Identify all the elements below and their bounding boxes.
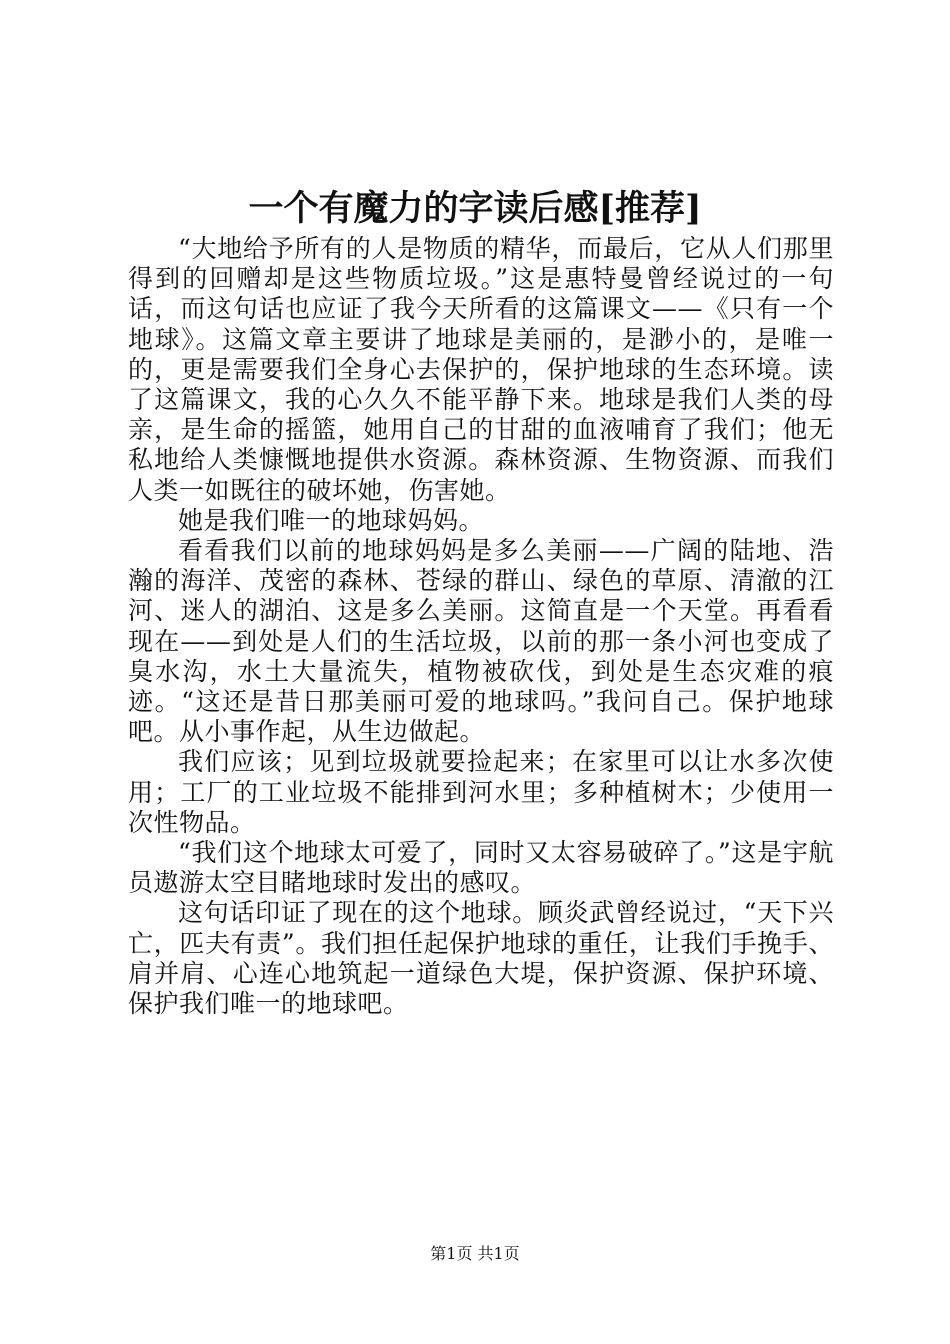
paragraph-1: “大地给予所有的人是物质的精华，而最后，它从人们那里得到的回赠却是这些物质垃圾。”这是惠特曼曾经说过的一句话，而这句话也应证了我今天所看的这篇课文——《只有一个地球》。这篇文章主要讲了地球是美丽的，是渺小的，是唯一的，更是需要我们全身心去保护的，保护地球的生态环境。读了这篇课文，我的心久久不能平静下来。地球是我们人类的母亲，是生命的摇篮，她用自己的甘甜的血液哺育了我们；他无私地给人类慷慨地提供水资源。森林资源、生物资源、而我们人类一如既往的破坏她，伤害她。 — [128, 234, 834, 505]
document-title: 一个有魔力的字读后感[推荐] — [248, 188, 702, 229]
paragraph-5: “我们这个地球太可爱了，同时又太容易破碎了。”这是宇航员遨游太空目睹地球时发出的感叹。 — [128, 838, 834, 898]
paragraph-4: 我们应该；见到垃圾就要捡起来；在家里可以让水多次使用；工厂的工业垃圾不能排到河水里；多种植树木；少使用一次性物品。 — [128, 747, 834, 837]
paragraph-6: 这句话印证了现在的这个地球。顾炎武曾经说过，“天下兴亡，匹夫有责”。我们担任起保护地球的重任，让我们手挽手、肩并肩、心连心地筑起一道绿色大堤，保护资源、保护环境、保护我们唯一的地球吧。 — [128, 898, 834, 1019]
paragraph-2: 她是我们唯一的地球妈妈。 — [178, 505, 485, 535]
document-body — [128, 234, 834, 1019]
page-footer: 第1页 共1页 — [430, 1244, 520, 1263]
paragraph-3: 看看我们以前的地球妈妈是多么美丽——广阔的陆地、浩瀚的海洋、茂密的森林、苍绿的群山、绿色的草原、清澈的江河、迷人的湖泊、这是多么美丽。这简直是一个天堂。再看看现在——到处是人们的生活垃圾，以前的那一条小河也变成了臭水沟，水土大量流失，植物被砍伐，到处是生态灾难的痕迹。“这还是昔日那美丽可爱的地球吗。”我问自己。保护地球吧。从小事作起，从生边做起。 — [128, 536, 834, 747]
